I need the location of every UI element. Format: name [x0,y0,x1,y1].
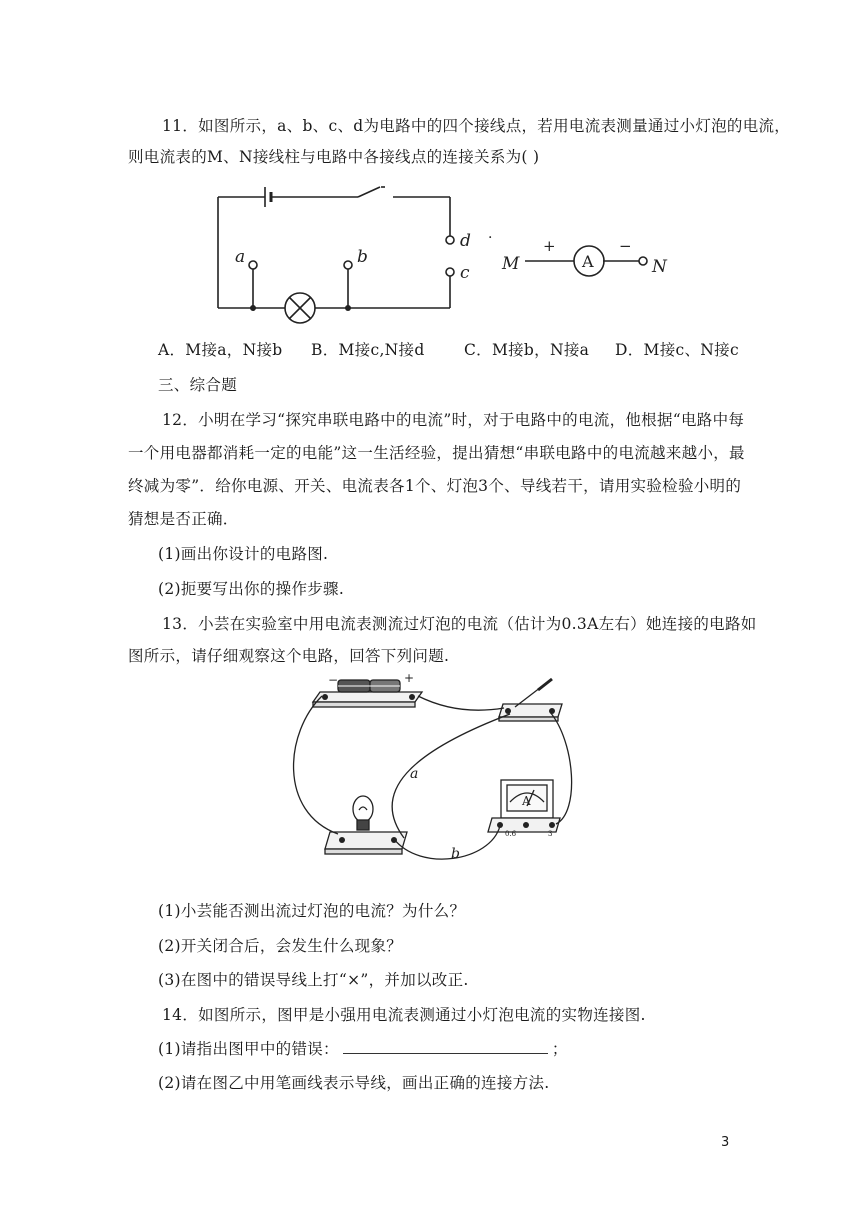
q14-sub1-suffix: ； [551,1040,568,1058]
q12-line4: 猜想是否正确． [128,510,239,528]
q11-circuit-diagram [205,180,705,325]
q13-line2: 图所示，请仔细观察这个电路，回答下列问题. [128,647,450,665]
q11-option-a: A．M接a，N接b [158,341,283,359]
q13-sub1: (1)小芸能否测出流过灯泡的电流？为什么？ [158,902,466,920]
wire-a-label: a [410,766,419,782]
q13-physical-circuit [290,672,590,887]
q14-sub1-prefix: (1)请指出图甲中的错误： [158,1040,339,1058]
q11-line2: 则电流表的M、N接线柱与电路中各接线点的连接关系为( ) [128,148,540,166]
label-d: d [460,231,471,251]
plus-label: + [543,237,556,255]
q12-line2: 一个用电器都消耗一定的电能”这一生活经验，提出猜想“串联电路中的电流越来越小，最 [128,444,745,462]
q12-line3: 终减为零”．给你电源、开关、电流表各1个、灯泡3个、导线若干，请用实验检验小明的 [128,477,742,495]
q12-line1: 12．小明在学习“探究串联电路中的电流”时，对于电路中的电流，他根据“电路中每 [162,411,745,429]
page-number: 3 [721,1135,730,1150]
ammeter-A-label: A [582,252,594,271]
q12-sub1: (1)画出你设计的电路图. [158,545,329,563]
q14-line1: 14．如图所示，图甲是小强用电流表测通过小灯泡电流的实物连接图. [162,1006,646,1024]
label-N: N [652,257,667,277]
battery-minus: − [328,673,339,687]
q11-option-c: C．M接b，N接a [464,341,590,359]
q12-sub2: (2)扼要写出你的操作步骤. [158,580,345,598]
svg-text:·: · [488,230,493,246]
q13-sub3: (3)在图中的错误导线上打“×”，并加以改正. [158,971,469,989]
q13-line1: 13．小芸在实验室中用电流表测流过灯泡的电流（估计为0.3A左右）她连接的电路如 [162,615,757,633]
q13-sub2: (2)开关闭合后，会发生什么现象？ [158,937,403,955]
q14-sub2: (2)请在图乙中用笔画线表示导线，画出正确的连接方法. [158,1074,550,1092]
q14-sub1 [158,1037,568,1059]
q11-option-d: D．M接c、N接c [615,341,739,359]
q11-line1: 11．如图所示，a、b、c、d为电路中的四个接线点，若用电流表测量通过小灯泡的电流， [162,117,791,135]
label-a: a [235,247,246,267]
battery-plus: + [404,672,415,685]
terminal-06: 0.6 [505,830,517,838]
minus-label: − [619,237,632,255]
answer-blank[interactable] [343,1039,548,1054]
meter-A-label: A [522,794,531,808]
q11-option-b: B．M接c,N接d [311,341,425,359]
label-b: b [357,247,368,267]
wire-b-label: b [451,846,460,862]
label-c: c [460,263,470,283]
label-M: M [502,254,520,274]
section-heading: 三、综合题 [158,376,238,394]
terminal-3: 3 [548,830,553,838]
